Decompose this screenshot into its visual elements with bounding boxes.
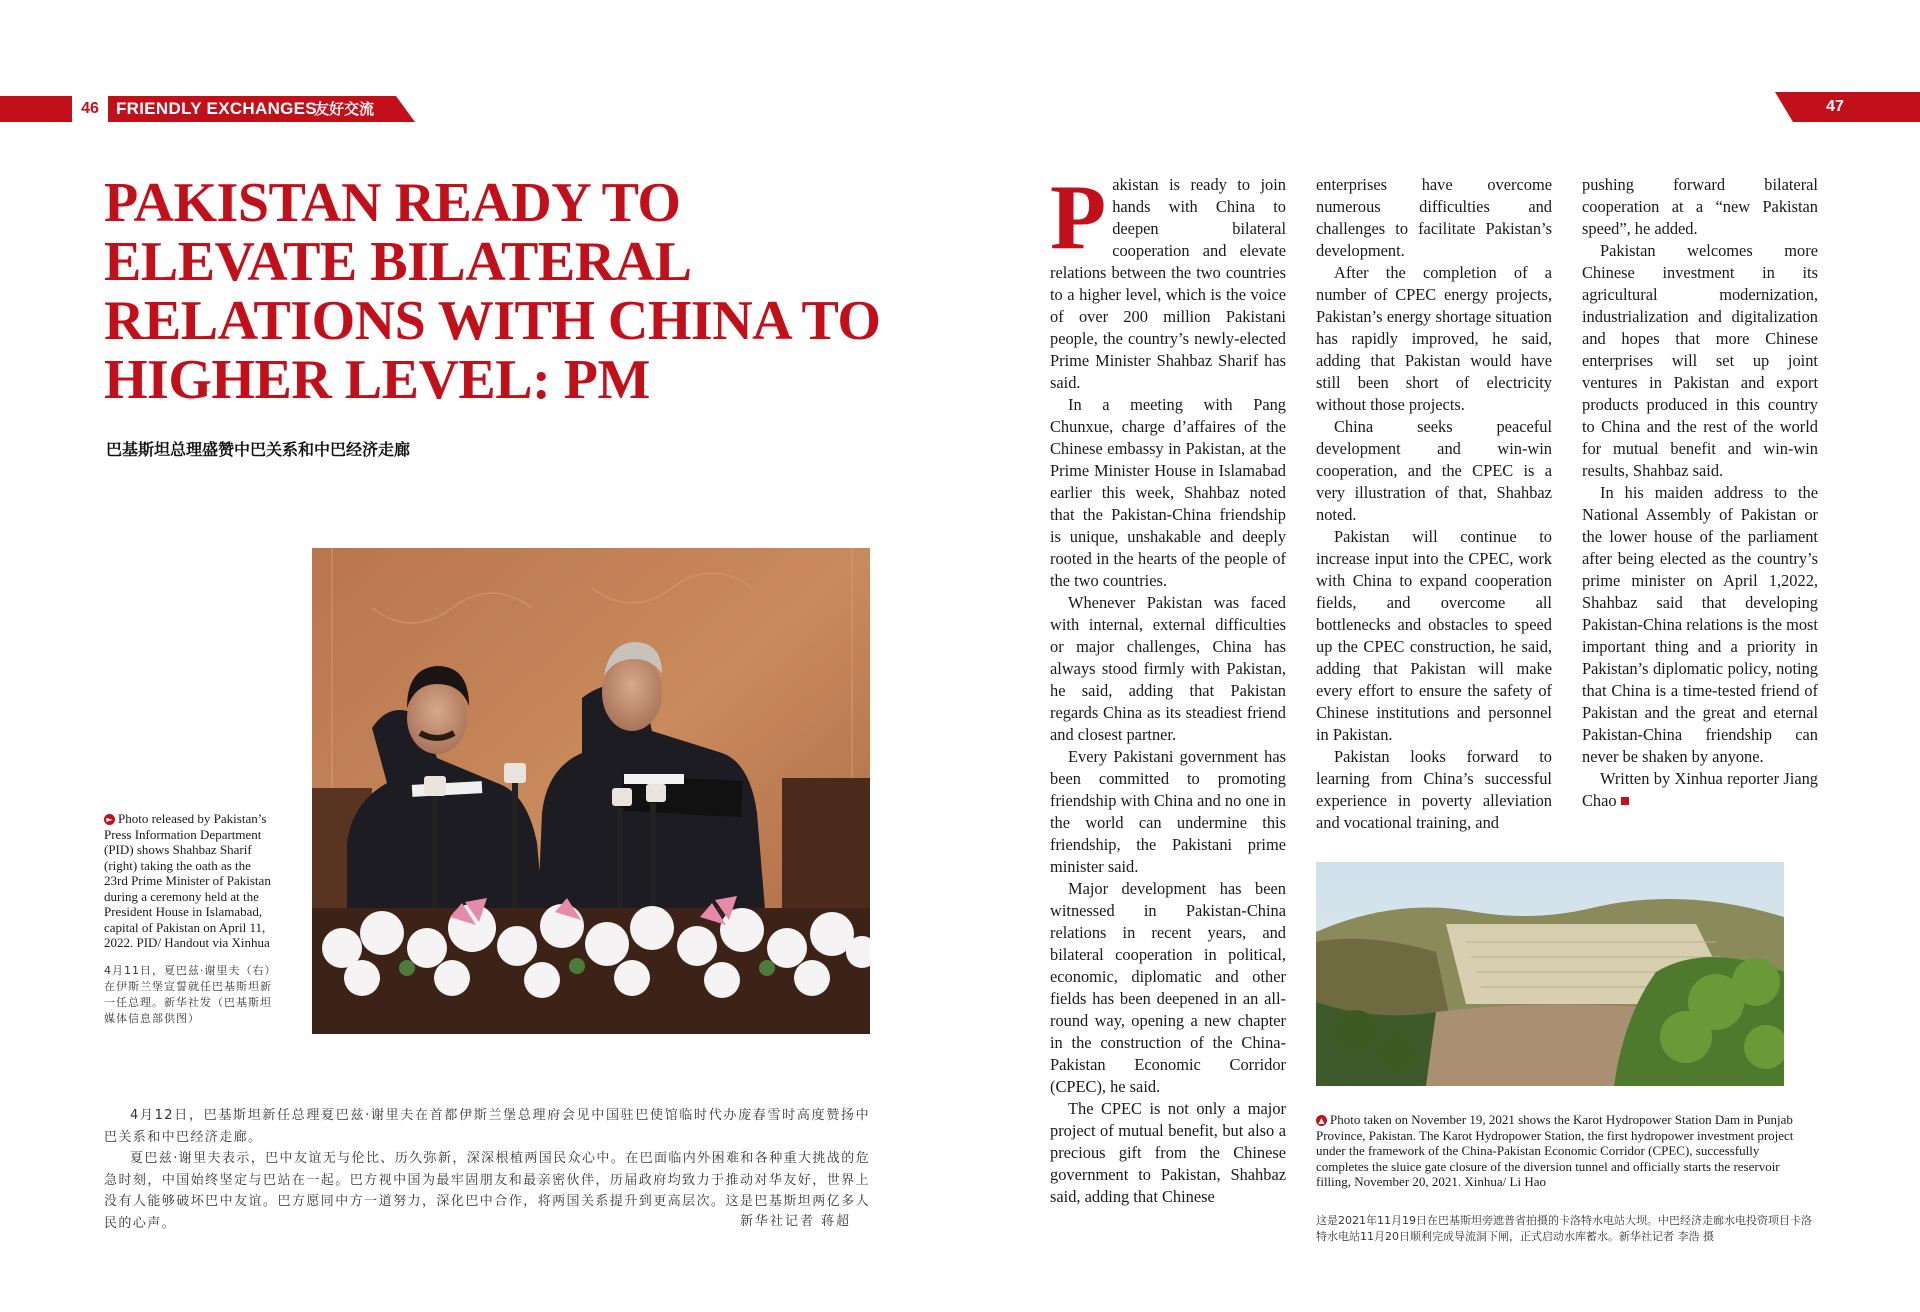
dam-caption-en-text: Photo taken on November 19, 2021 shows the Karot Hydropower Station Dam in Punjab Province, Pakistan. The Karot Hydropower Station, the first hydropower investment project under the framework of the China-Pakistan Economic Corridor (CPEC), successfully completes the sluice gate closure of the diversion tunnel and officially starts the reservoir filling, November 20, 2021. Xinhua/ Li Hao	[1316, 1112, 1794, 1189]
karot-dam-photo	[1316, 862, 1784, 1086]
article-paragraph: After the completion of a number of CPEC energy projects, Pakistan’s energy shortage situation has rapidly improved, he said, adding that Pakistan would have still been short of electricity without those projects.	[1316, 263, 1552, 414]
article-paragraph: Whenever Pakistan was faced with internal, external difficulties or major challenges, China has always stood firmly with Pakistan, he said, adding that Pakistan regards China as its steadiest friend and closest partner.	[1050, 593, 1286, 744]
headline-line: ELEVATE BILATERAL	[104, 231, 692, 293]
caption-arrow-icon: ▲	[1316, 1115, 1327, 1126]
byline	[1582, 768, 1818, 812]
byline-text: Written by Xinhua reporter Jiang Chao	[1582, 769, 1818, 810]
dam-caption-en	[1316, 1112, 1814, 1190]
photo-caption-zh: 4月11日，夏巴兹·谢里夫（右）在伊斯兰堡宣誓就任巴基斯坦新一任总理。新华社发（巴基斯坦媒体信息部供图）	[104, 964, 277, 1025]
article-paragraph: In his maiden address to the National Assembly of Pakistan or the lower house of the parliament after being elected as the country’s prime minister on April 1,2022, Shahbaz said that developing Pakistan-China relations is the most important thing and a priority in Pakistan’s diplomatic policy, noting that China is a time-tested friend of Pakistan and the great and eternal Pakistan-China friendship can never be shaken by anyone.	[1582, 483, 1818, 766]
article-paragraph: Every Pakistani government has been committed to promoting friendship with China and no one in the world can undermine this friendship, the Pakistani prime minister said.	[1050, 747, 1286, 876]
headline	[104, 172, 881, 411]
headline-line: RELATIONS WITH CHINA TO	[104, 290, 881, 352]
photo-caption-en	[104, 811, 274, 951]
summary-paragraph: 4月12日，巴基斯坦新任总理夏巴兹·谢里夫在首都伊斯兰堡总理府会见中国驻巴使馆临时代办庞春雪时高度赞扬中巴关系和中巴经济走廊。	[104, 1108, 870, 1145]
chinese-byline: 新华社记者 蒋超	[740, 1214, 852, 1229]
article-paragraph: In a meeting with Pang Chunxue, charge d’affaires of the Chinese embassy in Pakistan, at the Prime Minister House in Islamabad earlier this week, Shahbaz noted that the Pakistan-China friendship is unique, unshakable and deeply rooted in the hearts of the people of the two countries.	[1050, 395, 1286, 590]
body-column-1	[1050, 166, 1286, 1208]
article-paragraph: Pakistan will continue to increase input into the CPEC, work with China to expand cooperation fields, and overcome all bottlenecks and obstacles to speed up the CPEC construction, he said, adding that Pakistan will make every effort to ensure the safety of Chinese institutions and personnel in Pakistan.	[1316, 527, 1552, 744]
section-title-zh: 友好交流	[314, 100, 375, 118]
article-paragraph: The CPEC is not only a major project of mutual benefit, but also a precious gift from the Chinese government to Pakistan, Shahbaz said, adding that Chinese	[1050, 1099, 1286, 1206]
page-number-right: 47	[1826, 98, 1844, 115]
photo-caption-en-text: Photo released by Pakistan’s Press Information Department (PID) shows Shahbaz Sharif (right) taking the oath as the 23rd Prime Minister of Pakistan during a ceremony held at the President House in Islamabad, capital of Pakistan on April 11, 2022. PID/ Handout via Xinhua	[104, 811, 271, 950]
end-mark-icon	[1621, 797, 1629, 805]
oath-ceremony-photo	[312, 548, 870, 1034]
body-column-2	[1316, 174, 1552, 834]
lead-paragraph-text: akistan is ready to join hands with China to deepen bilateral cooperation and elevate relations between the two countries to a higher level, which is the voice of over 200 million Pakistani people, the country’s newly-elected Prime Minister Shahbaz Sharif has said.	[1050, 175, 1286, 392]
summary-paragraph: 夏巴兹·谢里夫表示，巴中友谊无与伦比、历久弥新，深深根植两国民众心中。在巴面临内外困难和各种重大挑战的危急时刻，中国始终坚定与巴站在一起。巴方视中国为最牢固朋友和最亲密伙伴，历届政府均致力于推动对华友好，世界上没有人能够破坏巴中友谊。巴方愿同中方一道努力，深化巴中合作，将两国关系提升到更高层次。这是巴基斯坦两亿多人民的心声。	[104, 1151, 870, 1231]
article-paragraph: China seeks peaceful development and win-win cooperation, and the CPEC is a very illustration of that, Shahbaz noted.	[1316, 417, 1552, 524]
article-paragraph: pushing forward bilateral cooperation at a “new Pakistan speed”, he added.	[1582, 175, 1818, 238]
headline-line: HIGHER LEVEL: PM	[104, 349, 650, 411]
caption-arrow-icon: ►	[104, 814, 115, 825]
body-column-3	[1582, 174, 1818, 812]
article-paragraph: Pakistan looks forward to learning from China’s successful experience in poverty alleviation and vocational training, and	[1316, 747, 1552, 832]
article-paragraph: Major development has been witnessed in Pakistan-China relations in recent years, and bilateral cooperation in political, economic, diplomatic and other fields has been deepened in an all-round way, opening a new chapter in the construction of the China-Pakistan Economic Corridor (CPEC), he said.	[1050, 879, 1286, 1096]
article-paragraph	[1050, 166, 1286, 394]
article-paragraph: enterprises have overcome numerous difficulties and challenges to facilitate Pakistan’s development.	[1316, 175, 1552, 260]
page-number-left: 46	[72, 96, 108, 122]
dam-caption-zh: 这是2021年11月19日在巴基斯坦旁遮普省拍摄的卡洛特水电站大坝。中巴经济走廊水电投资项目卡洛特水电站11月20日顺利完成导流洞下闸，正式启动水库蓄水。新华社记者 李浩 摄	[1316, 1214, 1812, 1243]
section-title-en: FRIENDLY EXCHANGES	[116, 99, 317, 118]
headline-line: PAKISTAN READY TO	[104, 172, 681, 234]
subtitle-zh: 巴基斯坦总理盛赞中巴关系和中巴经济走廊	[106, 440, 411, 459]
drop-cap: P	[1050, 166, 1107, 268]
article-paragraph: Pakistan welcomes more Chinese investment in its agricultural modernization, industrialization and digitalization and hopes that more Chinese enterprises will set up joint ventures in Pakistan and export products produced in this country to China and the rest of the world for mutual benefit and win-win results, Shahbaz said.	[1582, 241, 1818, 480]
